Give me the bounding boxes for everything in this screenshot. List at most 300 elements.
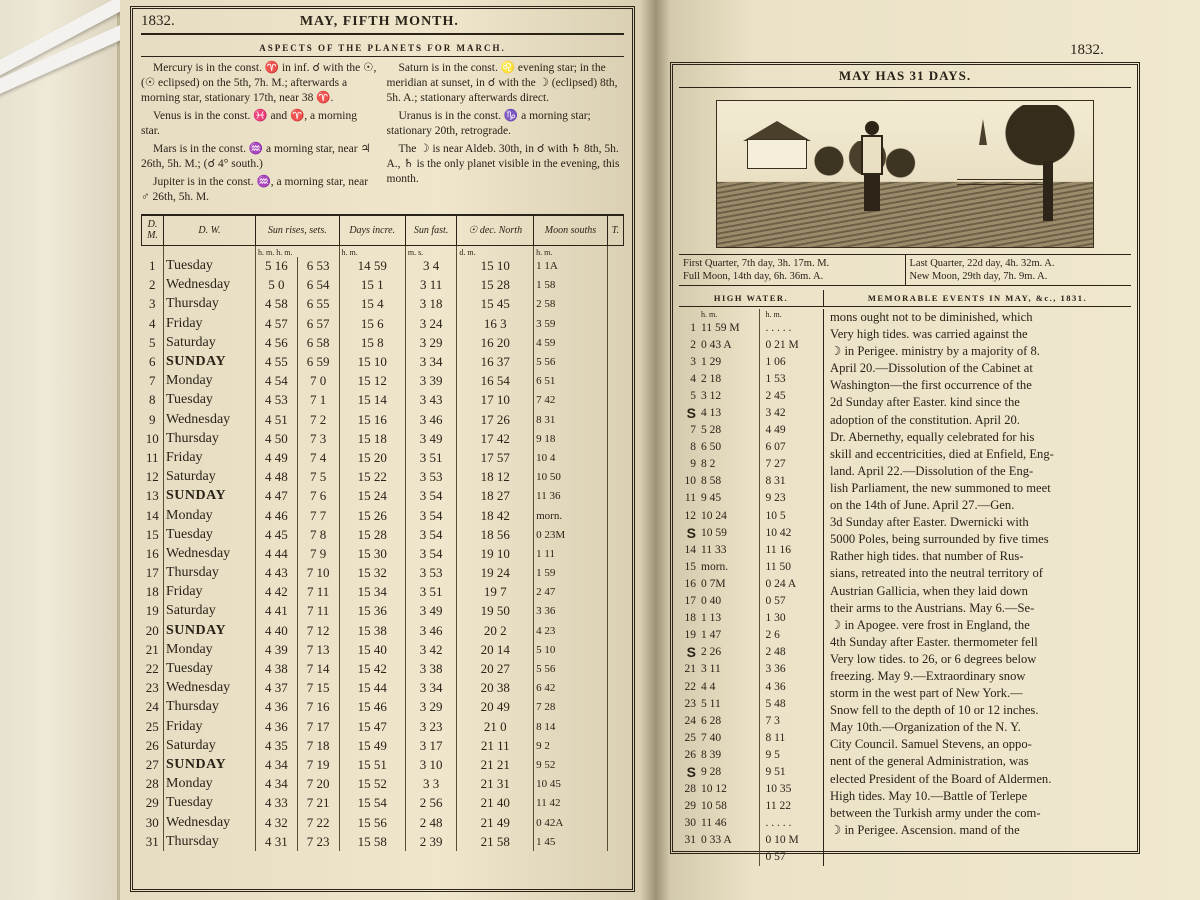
days-increase: 15 18 xyxy=(339,429,405,448)
tide-day: 21 xyxy=(684,663,696,676)
sun-sets: 7 5 xyxy=(297,468,339,487)
moon-souths: 7 28 xyxy=(534,698,608,717)
sun-rises: 4 51 xyxy=(256,410,298,429)
sun-fast: 3 53 xyxy=(405,468,457,487)
sun-fast: 3 54 xyxy=(405,525,457,544)
sun-rises: 4 40 xyxy=(256,621,298,640)
moon-souths: 5 56 xyxy=(534,659,608,678)
sun-declination: 17 26 xyxy=(457,410,534,429)
large-tree xyxy=(995,105,1085,175)
tide-cell xyxy=(607,698,623,717)
tide-day: 31 xyxy=(684,834,696,847)
day-of-week: Wednesday xyxy=(164,679,256,698)
tide-day: 8 xyxy=(690,441,696,454)
sun-sets: 7 19 xyxy=(297,755,339,774)
sun-fast: 3 18 xyxy=(405,295,457,314)
evening-high-water: 2 45 xyxy=(765,389,786,402)
sun-sets: 6 57 xyxy=(297,314,339,333)
morning-high-water: 2 18 xyxy=(697,370,759,387)
days-increase: 15 58 xyxy=(339,832,405,851)
day-of-month: 7 xyxy=(149,373,156,389)
day-of-week: Saturday xyxy=(164,333,256,352)
sun-declination: 21 21 xyxy=(457,755,534,774)
sun-declination: 18 56 xyxy=(457,525,534,544)
sun-sets: 7 0 xyxy=(297,372,339,391)
sun-fast: 3 53 xyxy=(405,564,457,583)
tide-day: 29 xyxy=(684,800,696,813)
tide-day xyxy=(679,849,697,866)
days-increase: 15 30 xyxy=(339,544,405,563)
moon-souths: 3 59 xyxy=(534,314,608,333)
memo-line: 3d Sunday after Easter. Dwernicki with xyxy=(830,515,1029,530)
sun-declination: 16 3 xyxy=(457,314,534,333)
calendar-column-header: Sun rises, sets. xyxy=(256,215,340,245)
moon-souths: 8 31 xyxy=(534,410,608,429)
table-row xyxy=(142,717,624,736)
aspect-paragraph: Mars is in the const. ♒ a morning star, near ♃ 26th, 5h. M.; (☌ 4° south.) xyxy=(141,143,371,170)
day-of-week: Wednesday xyxy=(164,813,256,832)
tide-cell xyxy=(607,564,623,583)
days-increase: 15 28 xyxy=(339,525,405,544)
morning-high-water: 10 24 xyxy=(697,507,759,524)
sun-fast: 3 54 xyxy=(405,506,457,525)
tide-cell xyxy=(607,813,623,832)
calendar-column-header: D. W. xyxy=(164,215,256,245)
table-row xyxy=(679,763,824,780)
morning-high-water: 11 33 xyxy=(697,541,759,558)
table-row xyxy=(142,736,624,755)
table-row xyxy=(142,314,624,333)
moon-souths: 1 59 xyxy=(534,564,608,583)
sun-fast: 3 34 xyxy=(405,679,457,698)
memo-line: freezing. May 9.—Extraordinary snow xyxy=(830,668,1026,683)
table-row xyxy=(679,490,824,507)
day-of-month: 27 xyxy=(145,756,159,772)
moon-souths: 9 52 xyxy=(534,755,608,774)
evening-high-water: 0 10 M xyxy=(765,834,799,847)
evening-high-water: 10 5 xyxy=(765,509,786,522)
farmhouse xyxy=(747,139,807,169)
day-of-month: 29 xyxy=(145,795,159,811)
sun-sets: 7 22 xyxy=(297,813,339,832)
table-row xyxy=(679,336,824,353)
tide-cell xyxy=(607,352,623,371)
evening-high-water: 4 49 xyxy=(765,424,786,437)
evening-high-water: 1 06 xyxy=(765,355,786,368)
tide-day: 26 xyxy=(684,748,696,761)
sun-declination: 19 10 xyxy=(457,544,534,563)
moon-souths: 0 42A xyxy=(534,813,608,832)
day-of-week: Monday xyxy=(164,640,256,659)
tide-cell xyxy=(607,314,623,333)
sun-sets: 7 1 xyxy=(297,391,339,410)
table-row xyxy=(142,487,624,506)
morning-high-water: 3 11 xyxy=(697,661,759,678)
sun-sets: 7 20 xyxy=(297,775,339,794)
day-of-month: 21 xyxy=(145,641,159,657)
unit-cell: h. m. xyxy=(534,245,608,257)
evening-high-water: 0 57 xyxy=(765,595,786,608)
memo-line: High tides. May 10.—Battle of Terlepe xyxy=(830,788,1028,803)
table-row xyxy=(679,798,824,815)
morning-high-water: 1 29 xyxy=(697,353,759,370)
moon-souths: 0 23M xyxy=(534,525,608,544)
sun-fast: 3 54 xyxy=(405,487,457,506)
evening-high-water: 10 42 xyxy=(765,526,792,539)
tide-unit: h. m. xyxy=(697,309,759,319)
day-of-week: Wednesday xyxy=(164,544,256,563)
sun-sets: 7 16 xyxy=(297,698,339,717)
sun-declination: 21 58 xyxy=(457,832,534,851)
memo-line: land. April 22.—Dissolution of the Eng- xyxy=(830,463,1034,478)
sun-sets: 7 12 xyxy=(297,621,339,640)
evening-high-water: . . . . . xyxy=(765,321,792,334)
memo-line: Washington—the first occurrence of the xyxy=(830,378,1032,393)
morning-high-water: 10 12 xyxy=(697,781,759,798)
day-of-week: Tuesday xyxy=(164,525,256,544)
table-row xyxy=(142,506,624,525)
tide-day: 14 xyxy=(684,543,696,556)
tide-unit xyxy=(679,309,697,319)
tide-day: 25 xyxy=(684,731,696,744)
morning-high-water: 8 39 xyxy=(697,746,759,763)
memo-line: Snow fell to the depth of 10 or 12 inches. xyxy=(830,703,1039,718)
page-stack-edge xyxy=(0,0,120,900)
table-row xyxy=(679,695,824,712)
tide-day: 18 xyxy=(684,612,696,625)
tide-cell xyxy=(607,544,623,563)
day-of-week: Wednesday xyxy=(164,276,256,295)
day-of-week: Thursday xyxy=(164,564,256,583)
sun-fast: 3 11 xyxy=(405,276,457,295)
tide-cell xyxy=(607,487,623,506)
sowing-farmer-figure xyxy=(857,121,885,211)
table-row xyxy=(142,602,624,621)
tide-cell xyxy=(607,410,623,429)
day-of-week: Tuesday xyxy=(164,794,256,813)
table-row xyxy=(679,507,824,524)
right-body xyxy=(679,309,1131,866)
table-row xyxy=(679,781,824,798)
sun-fast: 3 51 xyxy=(405,583,457,602)
sun-rises: 4 43 xyxy=(256,564,298,583)
aspects-column-2 xyxy=(387,61,625,208)
table-row xyxy=(142,372,624,391)
evening-high-water: 3 42 xyxy=(765,407,786,420)
morning-high-water: morn. xyxy=(697,558,759,575)
day-of-month: 15 xyxy=(145,526,159,542)
moon-souths: 10 50 xyxy=(534,468,608,487)
tide-cell xyxy=(607,372,623,391)
day-of-month: 25 xyxy=(145,718,159,734)
morning-high-water xyxy=(697,849,759,866)
tide-cell xyxy=(607,276,623,295)
morning-high-water: 5 28 xyxy=(697,422,759,439)
sun-fast: 3 29 xyxy=(405,698,457,717)
sun-rises: 4 54 xyxy=(256,372,298,391)
days-increase: 15 34 xyxy=(339,583,405,602)
sun-sets: 7 11 xyxy=(297,602,339,621)
table-row xyxy=(142,295,624,314)
day-of-month: 20 xyxy=(145,622,159,638)
table-row xyxy=(142,276,624,295)
tide-day: 22 xyxy=(684,680,696,693)
tide-cell xyxy=(607,295,623,314)
day-of-month: 28 xyxy=(145,776,159,792)
memo-line: May 10th.—Organization of the N. Y. xyxy=(830,720,1021,735)
farmhouse-roof xyxy=(743,121,811,141)
table-row xyxy=(142,429,624,448)
tide-day: 5 xyxy=(690,389,696,402)
sun-sets: 6 54 xyxy=(297,276,339,295)
sun-fast: 3 3 xyxy=(405,775,457,794)
calendar-header-row xyxy=(142,215,624,245)
table-row xyxy=(679,319,824,336)
right-page-frame xyxy=(670,62,1140,864)
sun-rises: 4 46 xyxy=(256,506,298,525)
days-increase: 15 52 xyxy=(339,775,405,794)
memo-line: Dr. Abernethy, equally celebrated for his xyxy=(830,429,1035,444)
sun-sets: 7 17 xyxy=(297,717,339,736)
day-of-month: 8 xyxy=(149,392,156,408)
morning-high-water: 10 58 xyxy=(697,798,759,815)
day-of-week: Thursday xyxy=(164,832,256,851)
sun-rises: 4 35 xyxy=(256,736,298,755)
sun-declination: 20 38 xyxy=(457,679,534,698)
table-row xyxy=(142,775,624,794)
sun-declination: 20 27 xyxy=(457,659,534,678)
tide-day: 12 xyxy=(684,509,696,522)
tide-cell xyxy=(607,506,623,525)
sun-rises: 4 47 xyxy=(256,487,298,506)
moon-souths: morn. xyxy=(534,506,608,525)
morning-high-water: 9 45 xyxy=(697,490,759,507)
sun-rises: 4 55 xyxy=(256,352,298,371)
evening-high-water: 4 36 xyxy=(765,680,786,693)
day-of-week: Tuesday xyxy=(164,391,256,410)
day-of-month: 13 xyxy=(145,488,159,504)
day-of-month: 3 xyxy=(149,296,156,312)
evening-high-water: 10 35 xyxy=(765,783,792,796)
tide-cell xyxy=(607,832,623,851)
aspects-column-1 xyxy=(141,61,379,208)
memo-line: 4th Sunday after Easter. thermometer fell xyxy=(830,634,1038,649)
table-row xyxy=(142,813,624,832)
high-water-table xyxy=(679,309,824,866)
sun-sets: 7 3 xyxy=(297,429,339,448)
memo-line: Austrian Gallicia, when they laid down xyxy=(830,583,1028,598)
tide-day: 15 xyxy=(684,560,696,573)
table-row xyxy=(142,564,624,583)
table-row xyxy=(142,352,624,371)
table-row xyxy=(142,448,624,467)
tide-day: 23 xyxy=(684,697,696,710)
memo-line: ☽ in Apogee. vere frost in England, the xyxy=(830,617,1030,632)
right-subheader xyxy=(679,290,1131,307)
days-increase: 14 59 xyxy=(339,257,405,276)
sun-rises: 4 58 xyxy=(256,295,298,314)
tide-day: 1 xyxy=(690,321,696,334)
morning-high-water: 9 28 xyxy=(697,763,759,780)
memo-line: their arms to the Austrians. May 6.—Se- xyxy=(830,600,1035,615)
sun-sets: 7 4 xyxy=(297,448,339,467)
sun-rises: 4 57 xyxy=(256,314,298,333)
sun-fast: 3 49 xyxy=(405,429,457,448)
sun-declination: 18 42 xyxy=(457,506,534,525)
sun-declination: 21 0 xyxy=(457,717,534,736)
sun-rises: 4 42 xyxy=(256,583,298,602)
sun-rises: 4 39 xyxy=(256,640,298,659)
memo-line: elected President of the Board of Aldermen. xyxy=(830,771,1052,786)
field-furrows xyxy=(717,182,1093,247)
evening-high-water: 1 30 xyxy=(765,612,786,625)
tide-cell xyxy=(607,583,623,602)
memo-line: ☽ in Perigee. Ascension. mand of the xyxy=(830,822,1020,837)
day-of-month: 19 xyxy=(145,603,159,619)
days-increase: 15 1 xyxy=(339,276,405,295)
tide-day: S xyxy=(686,763,696,780)
left-year: 1832. xyxy=(141,13,175,29)
table-row xyxy=(679,644,824,661)
memo-line: between the Turkish army under the com- xyxy=(830,805,1041,820)
sun-rises: 4 56 xyxy=(256,333,298,352)
memo-line: nent of the general Administration, was xyxy=(830,754,1029,769)
sun-declination: 16 54 xyxy=(457,372,534,391)
sun-fast: 3 39 xyxy=(405,372,457,391)
left-page-header xyxy=(141,13,624,35)
aspect-paragraph: Mercury is in the const. ♈ in inf. ☌ with the ☉, (☉ eclipsed) on the 5th, 7h. M.; afterwards a morning star, stationary 17th, near 38 ♈. xyxy=(141,62,377,104)
sun-sets: 6 55 xyxy=(297,295,339,314)
tide-cell xyxy=(607,257,623,276)
sun-sets: 7 23 xyxy=(297,832,339,851)
unit-cell: h. m. xyxy=(339,245,405,257)
days-increase: 15 12 xyxy=(339,372,405,391)
sun-sets: 7 15 xyxy=(297,679,339,698)
tide-cell xyxy=(607,391,623,410)
evening-high-water: 0 21 M xyxy=(765,338,799,351)
sun-fast: 3 49 xyxy=(405,602,457,621)
day-of-week: Wednesday xyxy=(164,410,256,429)
moon-souths: 11 36 xyxy=(534,487,608,506)
memo-line: 5000 Poles, being surrounded by five times xyxy=(830,532,1049,547)
table-row xyxy=(679,627,824,644)
days-increase: 15 54 xyxy=(339,794,405,813)
days-increase: 15 40 xyxy=(339,640,405,659)
days-increase: 15 8 xyxy=(339,333,405,352)
day-of-week: Friday xyxy=(164,448,256,467)
evening-high-water: 11 22 xyxy=(765,800,791,813)
memo-line: ☽ in Perigee. ministry by a majority of 8. xyxy=(830,344,1040,359)
day-of-month: 24 xyxy=(145,699,159,715)
tide-day: 9 xyxy=(690,458,696,471)
memo-line: adoption of the constitution. April 20. xyxy=(830,412,1020,427)
sun-fast: 2 39 xyxy=(405,832,457,851)
moon-souths: 1 11 xyxy=(534,544,608,563)
day-of-month: 26 xyxy=(145,737,159,753)
tide-cell xyxy=(607,621,623,640)
unit-cell: d. m. xyxy=(457,245,534,257)
units-row xyxy=(142,245,624,257)
sun-declination: 16 20 xyxy=(457,333,534,352)
evening-high-water: 0 57 xyxy=(765,851,786,864)
day-of-month: 1 xyxy=(149,258,156,274)
day-of-week: Tuesday xyxy=(164,659,256,678)
memo-line: sians, retreated into the neutral territory of xyxy=(830,566,1043,581)
tide-day: 11 xyxy=(684,492,696,505)
day-of-week: Tuesday xyxy=(164,257,256,276)
high-water-heading: HIGH WATER. xyxy=(679,290,824,306)
morning-high-water: 11 46 xyxy=(697,815,759,832)
moon-souths: 9 2 xyxy=(534,736,608,755)
sun-declination: 18 27 xyxy=(457,487,534,506)
days-increase: 15 24 xyxy=(339,487,405,506)
day-of-month: 5 xyxy=(149,334,156,350)
aspect-paragraph: Saturn is in the const. ♌ evening star; in the meridian at sunset, in ☌ with the ☽ (eclipsed) 8th, 5h. A.; stationary afterwards direct. xyxy=(386,62,618,104)
calendar-column-header: T. xyxy=(607,215,623,245)
memo-line: mons ought not to be diminished, which xyxy=(830,310,1033,324)
sun-declination: 15 45 xyxy=(457,295,534,314)
unit-cell xyxy=(142,245,164,257)
fence xyxy=(957,179,1047,185)
day-of-week: Friday xyxy=(164,583,256,602)
table-row xyxy=(679,815,824,832)
tide-cell xyxy=(607,775,623,794)
memo-line: lish Parliament, the new summoned to meet xyxy=(830,480,1051,495)
sun-declination: 20 49 xyxy=(457,698,534,717)
table-row xyxy=(679,729,824,746)
table-row xyxy=(679,610,824,627)
sun-rises: 4 41 xyxy=(256,602,298,621)
table-row xyxy=(142,755,624,774)
tide-day: S xyxy=(686,524,696,541)
morning-high-water: 1 47 xyxy=(697,627,759,644)
table-row xyxy=(679,370,824,387)
table-row xyxy=(142,640,624,659)
sun-rises: 4 34 xyxy=(256,755,298,774)
day-of-month: 17 xyxy=(145,565,159,581)
table-row xyxy=(679,746,824,763)
sun-rises: 5 0 xyxy=(256,276,298,295)
tide-cell xyxy=(607,679,623,698)
day-of-week: Thursday xyxy=(164,698,256,717)
sun-rises: 4 33 xyxy=(256,794,298,813)
table-row xyxy=(142,698,624,717)
moon-souths: 7 42 xyxy=(534,391,608,410)
morning-high-water: 4 4 xyxy=(697,678,759,695)
calendar-column-header: Moon souths xyxy=(534,215,608,245)
day-of-month: 16 xyxy=(145,545,159,561)
day-of-week: Monday xyxy=(164,506,256,525)
moon-souths: 10 45 xyxy=(534,775,608,794)
day-of-month: 2 xyxy=(149,277,156,293)
sun-fast: 3 54 xyxy=(405,544,457,563)
morning-high-water: 11 59 M xyxy=(697,319,759,336)
table-row xyxy=(679,404,824,421)
table-row xyxy=(142,468,624,487)
sun-declination: 17 10 xyxy=(457,391,534,410)
days-increase: 15 42 xyxy=(339,659,405,678)
moon-souths: 6 42 xyxy=(534,679,608,698)
moon-souths: 6 51 xyxy=(534,372,608,391)
table-row xyxy=(679,541,824,558)
table-row xyxy=(142,832,624,851)
sun-declination: 19 24 xyxy=(457,564,534,583)
table-row xyxy=(142,659,624,678)
day-of-month: 9 xyxy=(149,411,156,427)
morning-high-water: 4 13 xyxy=(697,404,759,421)
sun-fast: 3 46 xyxy=(405,410,457,429)
table-row xyxy=(679,832,824,849)
